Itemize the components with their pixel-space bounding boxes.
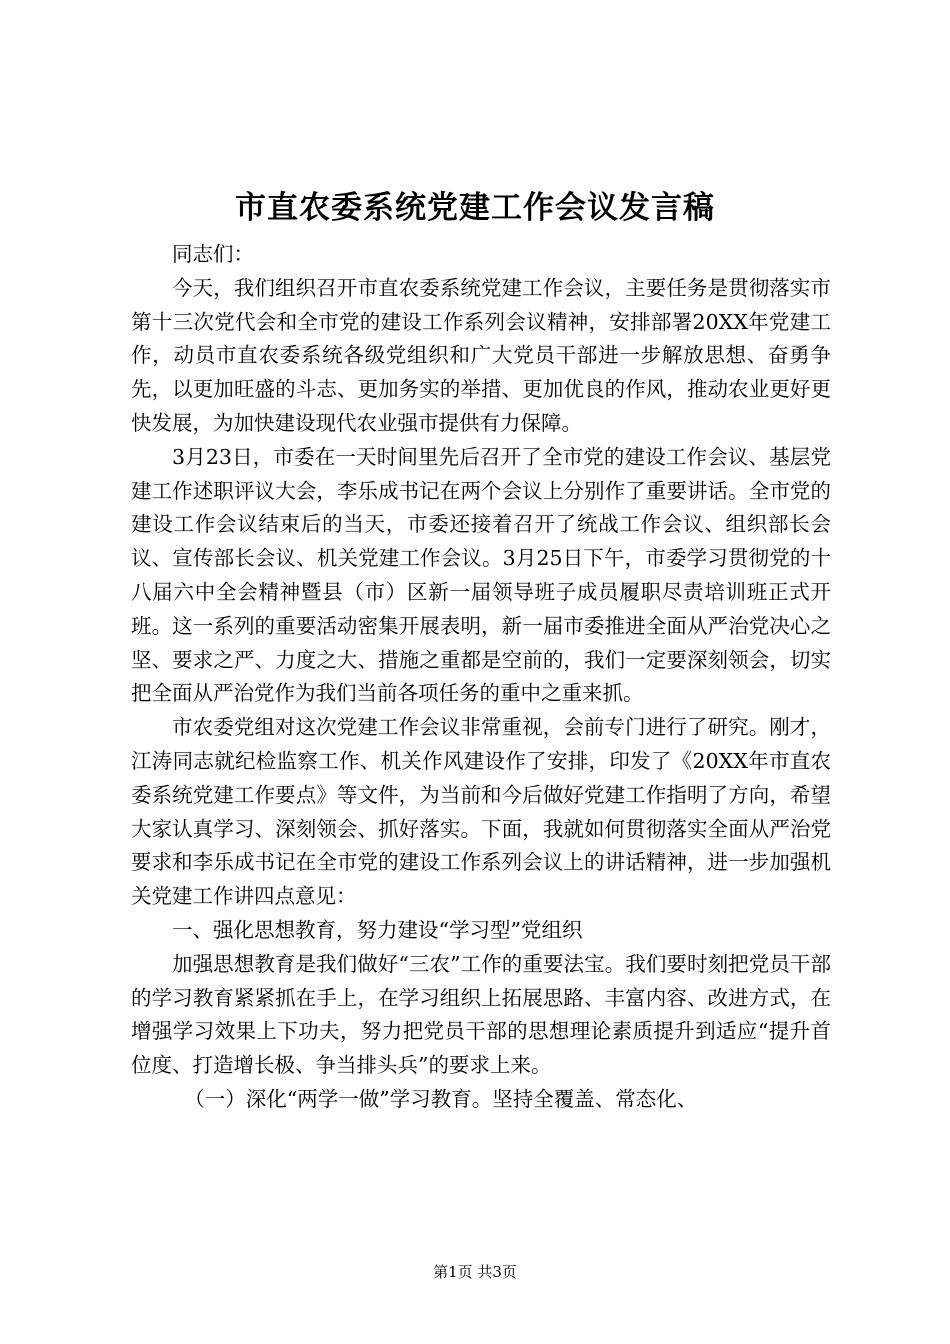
body-paragraph: 加强思想教育是我们做好“三农”工作的重要法宝。我们要时刻把党员干部的学习教育紧紧抓在手上，在学习组织上拓展思路、丰富内容、改进方式，在增强学习效果上下功夫，努力把党员干部的思想理论素质提升到适应“提升首位度、打造增长极、争当排头兵”的要求上来。 bbox=[131, 951, 831, 1078]
page-footer: 第1页 共3页 bbox=[433, 1263, 517, 1281]
body-paragraph: 市农委党组对这次党建工作会议非常重视，会前专门进行了研究。刚才，江涛同志就纪检监察工作、机关作风建设作了安排，印发了《20XX年市直农委系统党建工作要点》等文件，为当前和今后做好党建工作指明了方向，希望大家认真学习、深刻领会、抓好落实。下面，我就如何贯彻落实全面从严治党要求和李乐成书记在全市党的建设工作系列会议上的讲话精神，进一步加强机关党建工作讲四点意见： bbox=[131, 715, 831, 909]
document-title: 市直农委系统党建工作会议发言稿 bbox=[235, 190, 715, 226]
body-paragraph: 今天，我们组织召开市直农委系统党建工作会议，主要任务是贯彻落实市第十三次党代会和全市党的建设工作系列会议精神，安排部署20XX年党建工作，动员市直农委系统各级党组织和广大党员干部进一步解放思想、奋勇争先，以更加旺盛的斗志、更加务实的举措、更加优良的作风，推动农业更好更快发展，为加快建设现代农业强市提供有力保障。 bbox=[131, 275, 831, 435]
greeting-paragraph: 同志们： bbox=[172, 242, 254, 266]
body-paragraph: 3月23日，市委在一天时间里先后召开了全市党的建设工作会议、基层党建工作述职评议大会，李乐成书记在两个会议上分别作了重要讲话。全市党的建设工作会议结束后的当天，市委还接着召开了统战工作会议、组织部长会议、宣传部长会议、机关党建工作会议。3月25日下午，市委学习贯彻党的十八届六中全会精神暨县（市）区新一届领导班子成员履职尽责培训班正式开班。这一系列的重要活动密集开展表明，新一届市委推进全面从严治党决心之坚、要求之严、力度之大、措施之重都是空前的，我们一定要深刻领会，切实把全面从严治党作为我们当前各项任务的重中之重来抓。 bbox=[131, 444, 831, 706]
subsection-paragraph: （一）深化“两学一做”学习教育。坚持全覆盖、常态化、 bbox=[184, 1086, 698, 1111]
section-heading: 一、强化思想教育，努力建设“学习型”党组织 bbox=[172, 917, 583, 942]
document-body bbox=[131, 238, 831, 1117]
